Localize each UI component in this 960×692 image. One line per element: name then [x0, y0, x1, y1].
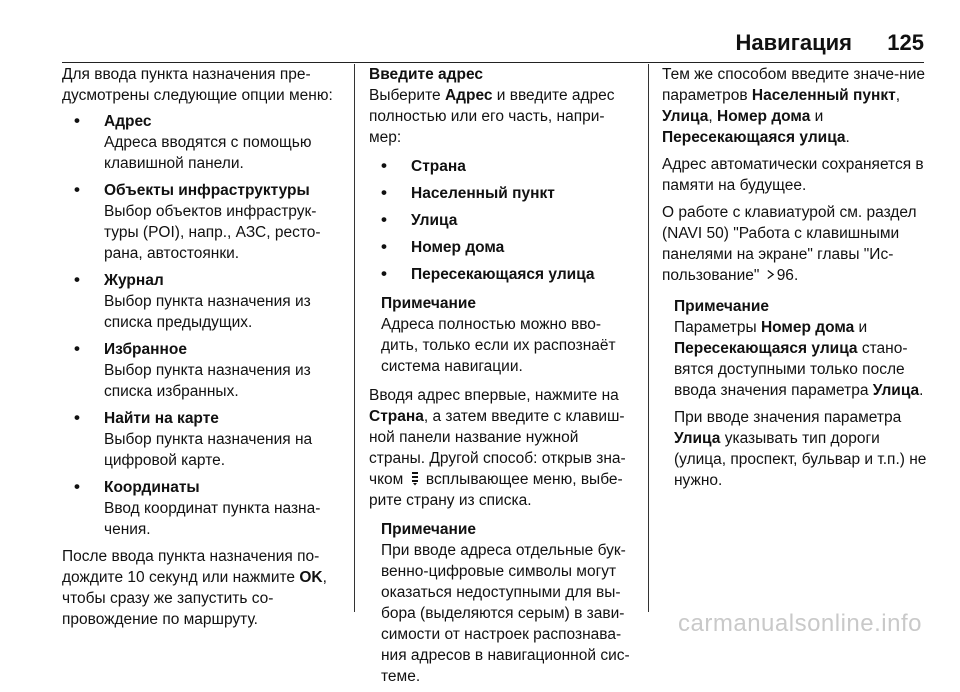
text-part: Пересекающаяся улица [662, 129, 846, 146]
option-title: Журнал [104, 272, 164, 289]
list-item [62, 477, 342, 540]
list-item [62, 270, 342, 333]
note-title: Примечание [674, 298, 769, 315]
paragraph [369, 385, 636, 511]
page-number: 125 [887, 30, 924, 55]
list-item [62, 339, 342, 402]
paragraph [662, 202, 932, 286]
page-ref-icon [766, 267, 775, 282]
list-item: • Страна [369, 156, 636, 177]
text-part: Адрес [444, 87, 493, 104]
text-part: Улица [662, 108, 709, 125]
option-title: Адрес [104, 113, 152, 130]
select-text [369, 85, 636, 148]
note-block [381, 293, 636, 377]
text-part: . [919, 382, 924, 399]
text-part: стано-вятся доступными только после ввода значения параметра [674, 340, 908, 399]
section-heading: Введите адрес [369, 66, 483, 83]
column-2 [369, 64, 636, 692]
text-part: . [793, 267, 799, 284]
text-part: Номер дома [717, 108, 811, 125]
note-block [674, 296, 932, 491]
text-part: , [708, 108, 718, 125]
note-text: При вводе адреса отдельные бук-венно-цифровые символы могут оказаться недоступными для вы-бора (выделяются серым) в зави-симости от настроек распознава-ния адресов в навигационной сис-теме. [381, 542, 630, 685]
intro-text: Для ввода пункта назначения пре-дусмотрены следующие опции меню: [62, 66, 333, 104]
list-menu-icon [410, 471, 420, 486]
text-part: Улица [674, 430, 721, 447]
list-item [62, 180, 342, 264]
option-desc: Выбор пункта назначения из списка избранных. [104, 362, 311, 400]
text-part: и [854, 319, 868, 336]
section-title: Навигация [735, 30, 852, 55]
option-desc: Ввод координат пункта назна-чения. [104, 500, 321, 538]
outro-part: После ввода пункта назначения по-дождите 10 секунд или нажмите [62, 548, 320, 586]
column-divider [648, 64, 649, 612]
note-title: Примечание [381, 521, 476, 538]
note-text: Адреса полностью можно вво-дить, только если их распознаёт система навигации. [381, 316, 616, 375]
paragraph: Адрес автоматически сохраняется в памяти на будущее. [662, 156, 924, 194]
option-title: Избранное [104, 341, 187, 358]
text-part: Выберите [369, 87, 445, 104]
option-title: Найти на карте [104, 410, 219, 427]
list-item: • Улица [369, 210, 636, 231]
option-desc: Выбор пункта назначения из списка предыдущих. [104, 293, 311, 331]
watermark: carmanualsonline.info [678, 610, 922, 637]
list-item [62, 408, 342, 471]
page-header [0, 30, 960, 64]
text-part: и [810, 108, 824, 125]
option-desc: Выбор пункта назначения на цифровой карте. [104, 431, 313, 469]
text-part: Страна [369, 408, 424, 425]
ok-label: OK [299, 569, 323, 586]
column-divider [354, 64, 355, 612]
column-3 [662, 64, 932, 496]
text-part: Населенный пункт [751, 87, 896, 104]
text-part: , [895, 87, 901, 104]
text-part: Параметры [674, 319, 761, 336]
list-item [62, 111, 342, 174]
text-part: Пересекающаяся улица [674, 340, 858, 357]
text-part: и введите адрес полностью или его часть, напри-мер: [369, 87, 615, 146]
list-item: • Пересекающаяся улица [369, 264, 636, 285]
list-item: • Населенный пункт [369, 183, 636, 204]
column-1 [62, 64, 342, 635]
list-item: • Номер дома [369, 237, 636, 258]
option-desc: Выбор объектов инфраструк-туры (POI), напр., АЗС, ресто-рана, автостоянки. [104, 203, 321, 262]
text-part: Номер дома [760, 319, 855, 336]
paragraph [662, 64, 932, 148]
address-fields-list [369, 156, 636, 285]
note-text [674, 407, 932, 491]
text-part: . [845, 129, 850, 146]
text-part: всплывающее меню, выбе-рите страну из списка. [369, 471, 623, 509]
text-part: , а затем введите с клавиш-ной панели название нужной страны. Другой способ: открыв зна-чком [369, 408, 626, 488]
header-rule [62, 62, 924, 63]
page-ref: 96 [776, 267, 794, 284]
text-part: При вводе значения параметра [674, 409, 902, 426]
note-block [381, 519, 636, 687]
text-part: указывать тип дороги (улица, проспект, бульвар и т.п.) не нужно. [674, 430, 927, 489]
text-part: Тем же способом введите значе-ние параметров [662, 66, 926, 104]
note-title: Примечание [381, 295, 476, 312]
text-part: Вводя адрес впервые, нажмите на [369, 387, 619, 404]
outro-text [62, 546, 342, 630]
option-title: Объекты инфраструктуры [104, 182, 310, 199]
option-title: Координаты [104, 479, 200, 496]
text-part: Улица [872, 382, 920, 399]
outro-part: , чтобы сразу же запустить со-провождение по маршруту. [62, 569, 327, 628]
text-part: О работе с клавиатурой см. раздел (NAVI 50) "Работа с клавишными панелями на экране" главы "Ис-пользование" [662, 204, 917, 284]
destination-options-list [62, 111, 342, 540]
option-desc: Адреса вводятся с помощью клавишной панели. [104, 134, 312, 172]
note-text [674, 317, 932, 401]
